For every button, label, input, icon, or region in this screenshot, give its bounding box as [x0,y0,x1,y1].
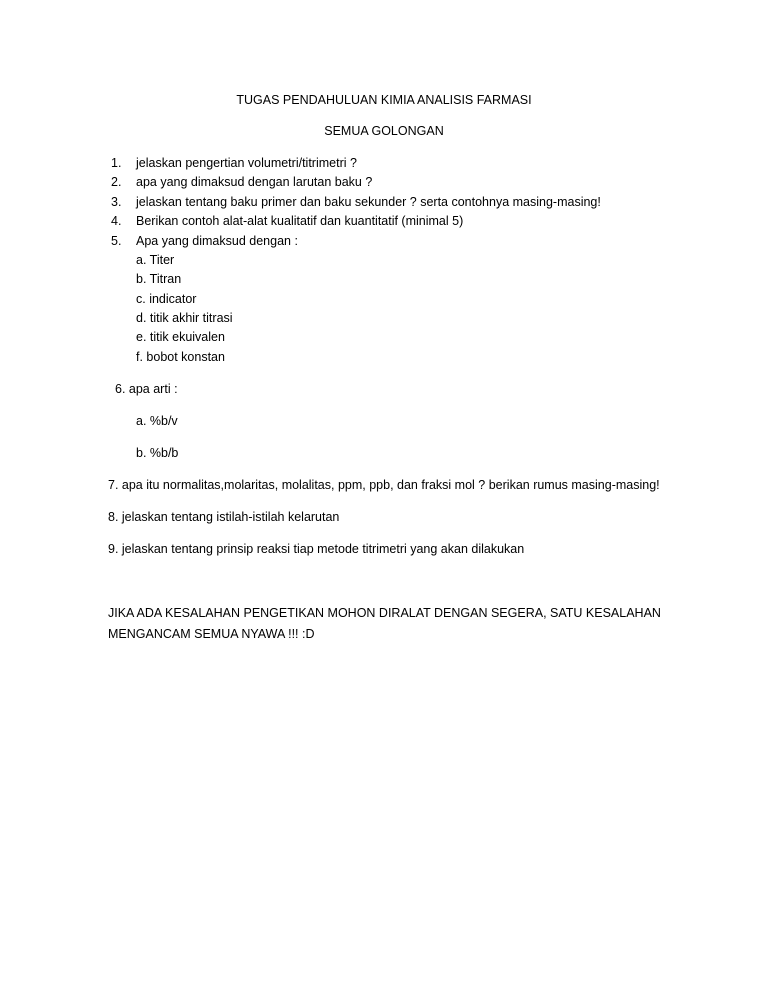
sub-item: e. titik ekuivalen [136,330,225,344]
list-item-8: 8. jelaskan tentang istilah-istilah kelarutan [108,510,340,524]
list-item [111,213,463,229]
list-item-number: 3. [111,195,122,209]
list-item-number: 2. [111,175,122,189]
sub-item: a. %b/v [136,414,178,428]
list-item-number: 1. [111,156,122,170]
list-item [111,233,298,249]
document-subtitle: SEMUA GOLONGAN [324,124,444,138]
list-item-text: Apa yang dimaksud dengan : [136,234,298,248]
list-item [111,155,357,171]
list-item-number: 4. [111,214,122,228]
document-title: TUGAS PENDAHULUAN KIMIA ANALISIS FARMASI [236,93,532,107]
sub-item: c. indicator [136,292,197,306]
list-item-text: jelaskan tentang baku primer dan baku sekunder ? serta contohnya masing-masing! [136,195,601,209]
sub-item: f. bobot konstan [136,350,225,364]
sub-item: b. %b/b [136,446,179,460]
sub-item: d. titik akhir titrasi [136,311,233,325]
list-item [111,174,372,190]
list-item [111,194,601,210]
sub-item: a. Titer [136,253,175,267]
list-item-text: jelaskan pengertian volumetri/titrimetri ? [136,156,357,170]
list-item-number: 5. [111,234,122,248]
list-item-9: 9. jelaskan tentang prinsip reaksi tiap metode titrimetri yang akan dilakukan [108,542,525,556]
list-item-6: 6. apa arti : [115,382,178,396]
list-item-7: 7. apa itu normalitas,molaritas, molalitas, ppm, ppb, dan fraksi mol ? berikan rumus masing-masing! [108,478,660,492]
list-item-text: Berikan contoh alat-alat kualitatif dan kuantitatif (minimal 5) [136,214,464,228]
closing-note-line-2: MENGANCAM SEMUA NYAWA !!! :D [108,627,315,641]
sub-item: b. Titran [136,272,182,286]
list-item-text: apa yang dimaksud dengan larutan baku ? [136,175,373,189]
closing-note-line-1: JIKA ADA KESALAHAN PENGETIKAN MOHON DIRALAT DENGAN SEGERA, SATU KESALAHAN [108,606,661,620]
